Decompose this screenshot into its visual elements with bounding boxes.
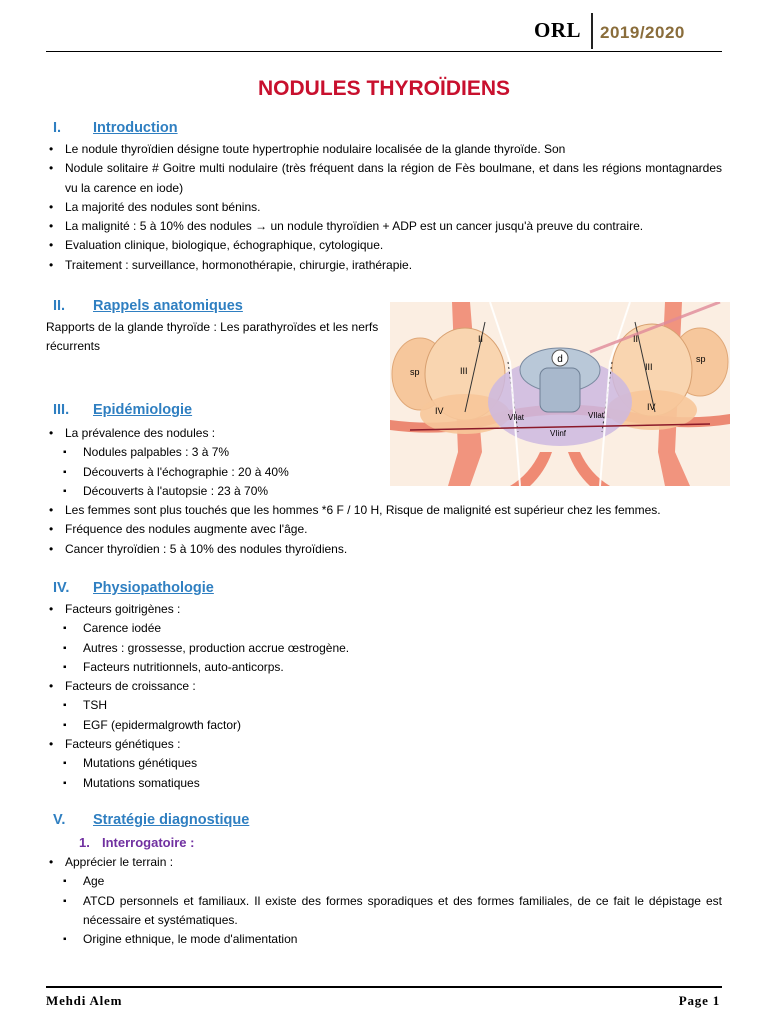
- list-item: • La malignité : 5 à 10% des nodules → un nodule thyroïdien + ADP est un cancer jusqu'à preuve du contraire.: [46, 217, 722, 236]
- header-rule: [46, 51, 722, 52]
- year-label: 2019/2020: [600, 23, 685, 42]
- section-number: I.: [53, 120, 62, 136]
- label-vi-inf: VIinf: [550, 429, 567, 438]
- footer-author: Mehdi Alem: [46, 993, 123, 1008]
- label-iv-right: IV: [647, 402, 656, 412]
- sub-list-item: ▪ Mutations somatiques: [46, 774, 722, 793]
- section-title: Rappels anatomiques: [93, 298, 243, 314]
- subsection-title: Interrogatoire :: [102, 835, 195, 850]
- section-number: II.: [53, 298, 66, 314]
- label-ii-right: II: [633, 334, 639, 344]
- subsection-heading-interrogatoire: [79, 835, 194, 850]
- list-item: • Facteurs de croissance :: [46, 677, 722, 696]
- list-item: • Evaluation clinique, biologique, échographique, cytologique.: [46, 236, 722, 255]
- label-sp-left: sp: [410, 367, 420, 377]
- sub-list-item: ▪ Origine ethnique, le mode d'alimentation: [46, 930, 722, 949]
- course-label: ORL: [534, 18, 582, 42]
- label-ii-left: II: [478, 334, 484, 344]
- label-d: d: [557, 354, 563, 365]
- epidemiologie-list: [46, 424, 722, 559]
- label-iii-right: III: [645, 362, 653, 372]
- sub-list-item: ▪ Facteurs nutritionnels, auto-anticorps.: [46, 658, 722, 677]
- label-iv-left: IV: [435, 406, 444, 416]
- sub-list-item: ▪ Carence iodée: [46, 619, 722, 638]
- list-item: • La prévalence des nodules :: [46, 424, 722, 443]
- list-item: • Facteurs génétiques :: [46, 735, 722, 754]
- list-item: • Facteurs goitrigènes :: [46, 600, 722, 619]
- page-number: Page 1: [678, 993, 720, 1008]
- diagnostic-list: [46, 853, 722, 949]
- introduction-list: [46, 140, 722, 275]
- section-heading-strategie-diagnostique: [53, 812, 249, 828]
- sub-list-item: ▪ ATCD personnels et familiaux. Il existe des formes sporadiques et des formes familiales, de ce fait le dépistage est nécessaire et systématiques.: [46, 892, 722, 931]
- list-item: • Nodule solitaire # Goitre multi nodulaire (très fréquent dans la région de Fès boulmane, et dans les régions montagnardes vu la carence en iode): [46, 159, 722, 198]
- list-item: • Traitement : surveillance, hormonothérapie, chirurgie, irathérapie.: [46, 256, 722, 275]
- sub-list-item: ▪ Autres : grossesse, production accrue œstrogène.: [46, 639, 722, 658]
- footer-rule: [46, 986, 722, 988]
- section-heading-introduction: [53, 120, 178, 136]
- list-item: • Apprécier le terrain :: [46, 853, 722, 872]
- sub-list-item: ▪ EGF (epidermalgrowth factor): [46, 716, 722, 735]
- section-title: Epidémiologie: [93, 402, 193, 418]
- section-title: Introduction: [93, 120, 178, 136]
- section-number: III.: [53, 402, 70, 418]
- section-heading-epidemiologie: [53, 402, 192, 418]
- label-vi-lat-left: VIlat: [508, 413, 525, 422]
- section-number: V.: [53, 812, 66, 828]
- sub-list-item: ▪ TSH: [46, 696, 722, 715]
- label-sp-right: sp: [696, 354, 706, 364]
- list-item: • Cancer thyroïdien : 5 à 10% des nodules thyroïdiens.: [46, 540, 722, 559]
- subsection-number: 1.: [79, 835, 90, 850]
- header-divider: [591, 13, 593, 49]
- anatomy-text: Rapports de la glande thyroïde : Les parathyroïdes et les nerfs récurrents: [46, 320, 379, 354]
- sub-list-item: ▪ Nodules palpables : 3 à 7%: [46, 443, 722, 462]
- trachea: [540, 368, 580, 412]
- section-title: Stratégie diagnostique: [93, 812, 250, 828]
- section-number: IV.: [53, 580, 70, 596]
- sub-list-item: ▪ Age: [46, 872, 722, 891]
- section-title: Physiopathologie: [93, 580, 214, 596]
- section-heading-rappels-anatomiques: [53, 298, 243, 314]
- physiopathologie-list: [46, 600, 722, 793]
- list-item: • Fréquence des nodules augmente avec l'âge.: [46, 520, 722, 539]
- sub-list-item: ▪ Découverts à l'échographie : 20 à 40%: [46, 463, 722, 482]
- sub-list-item: ▪ Mutations génétiques: [46, 754, 722, 773]
- list-item: • La majorité des nodules sont bénins.: [46, 198, 722, 217]
- list-item: • Les femmes sont plus touchés que les hommes *6 F / 10 H, Risque de malignité est supérieur chez les femmes.: [46, 501, 722, 520]
- sub-list-item: ▪ Découverts à l'autopsie : 23 à 70%: [46, 482, 722, 501]
- page-title: NODULES THYROÏDIENS: [257, 77, 511, 100]
- section-heading-physiopathologie: [53, 580, 214, 596]
- label-vi-lat-right: VIlat: [588, 411, 605, 420]
- label-iii-left: III: [460, 366, 468, 376]
- list-item: • Le nodule thyroïdien désigne toute hypertrophie nodulaire localisée de la glande thyroïde. Son: [46, 140, 722, 159]
